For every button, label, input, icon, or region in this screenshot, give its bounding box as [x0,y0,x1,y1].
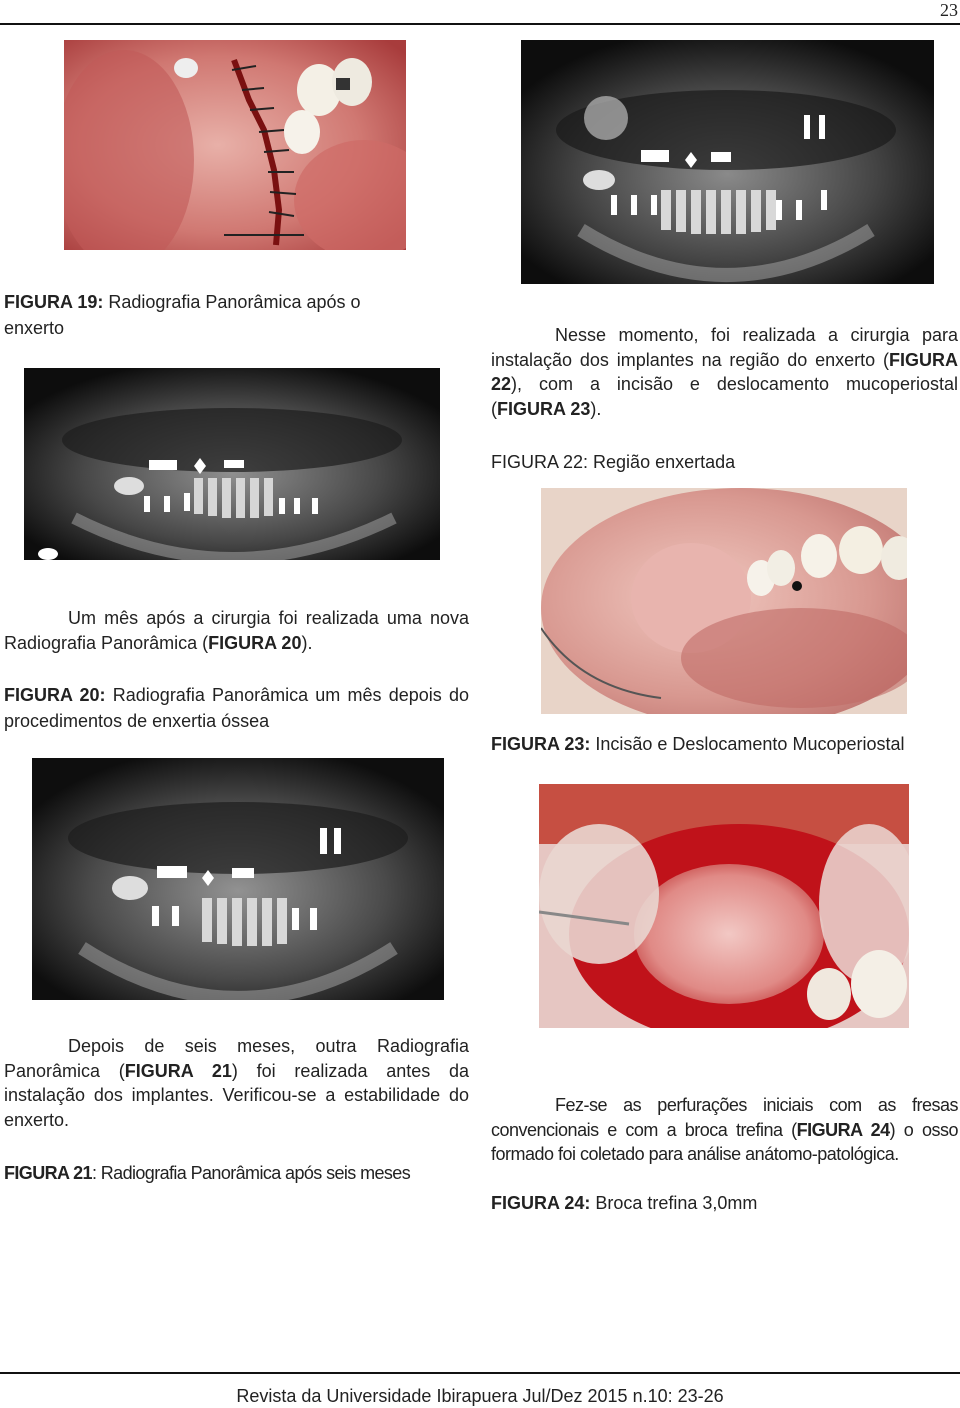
figure-20-text: Radiografia Panorâmica um mês depois do procedimentos de enxertia óssea [4,685,470,731]
figure-ref: FIGURA 22 [491,349,958,394]
figure-24-caption [491,1190,951,1216]
incision-photo [539,784,909,1028]
header-rule [0,23,960,25]
journal-footer: Revista da Universidade Ibirapuera Jul/Dez 2015 n.10: 23-26 [236,1386,724,1406]
panoramic-xray-figure-20 [24,368,440,560]
figure-ref: FIGURA 20 [208,632,302,653]
figure-ref: FIGURA 23 [497,398,591,419]
figure-23-caption [491,731,957,757]
figure-19-caption [4,289,424,341]
figure-19-label: FIGURA 19: [4,292,104,312]
paragraph-implant-surgery [491,323,958,421]
para-text: Depois de seis meses, outra Radiografia Panorâmica ( [4,1036,469,1081]
para-text: ) foi realizada antes da instalação dos implantes. Verificou-se a estabilidade do enxerto. [4,1060,470,1130]
figure-ref: FIGURA 24 [796,1119,890,1140]
figure-21-label: FIGURA 21 [4,1163,92,1183]
figure-21-caption [4,1160,474,1186]
figure-21-text: : Radiografia Panorâmica após seis meses [91,1163,411,1183]
figure-23-label: FIGURA 23: [491,734,591,754]
para-text: ), com a incisão e deslocamento mucoperiostal ( [491,374,958,419]
figure-20-caption [4,682,469,734]
paragraph-drilling [491,1093,958,1167]
para-text: Fez-se as perfurações iniciais com as fresas convencionais e com a broca trefina ( [491,1095,958,1140]
para-text: ). [301,632,313,653]
paragraph-six-months [4,1034,469,1132]
figure-24-text: Broca trefina 3,0mm [590,1193,758,1213]
para-text: ) o osso formado foi coletado para análise anátomo-patológica. [491,1119,958,1164]
figure-ref: FIGURA 21 [124,1060,232,1081]
para-text: Nesse momento, foi realizada a cirurgia para instalação dos implantes na região do enxerto ( [491,325,958,370]
figure-20-label: FIGURA 20: [4,685,106,705]
figure-22-caption: FIGURA 22: Região enxertada [491,452,736,472]
panoramic-xray-figure-21 [32,758,444,1000]
grafted-region-photo [541,488,907,714]
sutured-graft-photo [64,40,406,250]
figure-23-text: Incisão e Deslocamento Mucoperiostal [590,734,905,754]
footer-rule [0,1372,960,1374]
figure-19-text: Radiografia Panorâmica após o enxerto [4,292,361,338]
paragraph-one-month [4,606,469,655]
page-number: 23 [940,0,958,20]
para-text: ). [590,398,602,419]
para-text: Um mês após a cirurgia foi realizada uma nova Radiografia Panorâmica ( [4,608,469,653]
figure-24-label: FIGURA 24: [491,1193,591,1213]
panoramic-xray-figure-19 [521,40,934,284]
